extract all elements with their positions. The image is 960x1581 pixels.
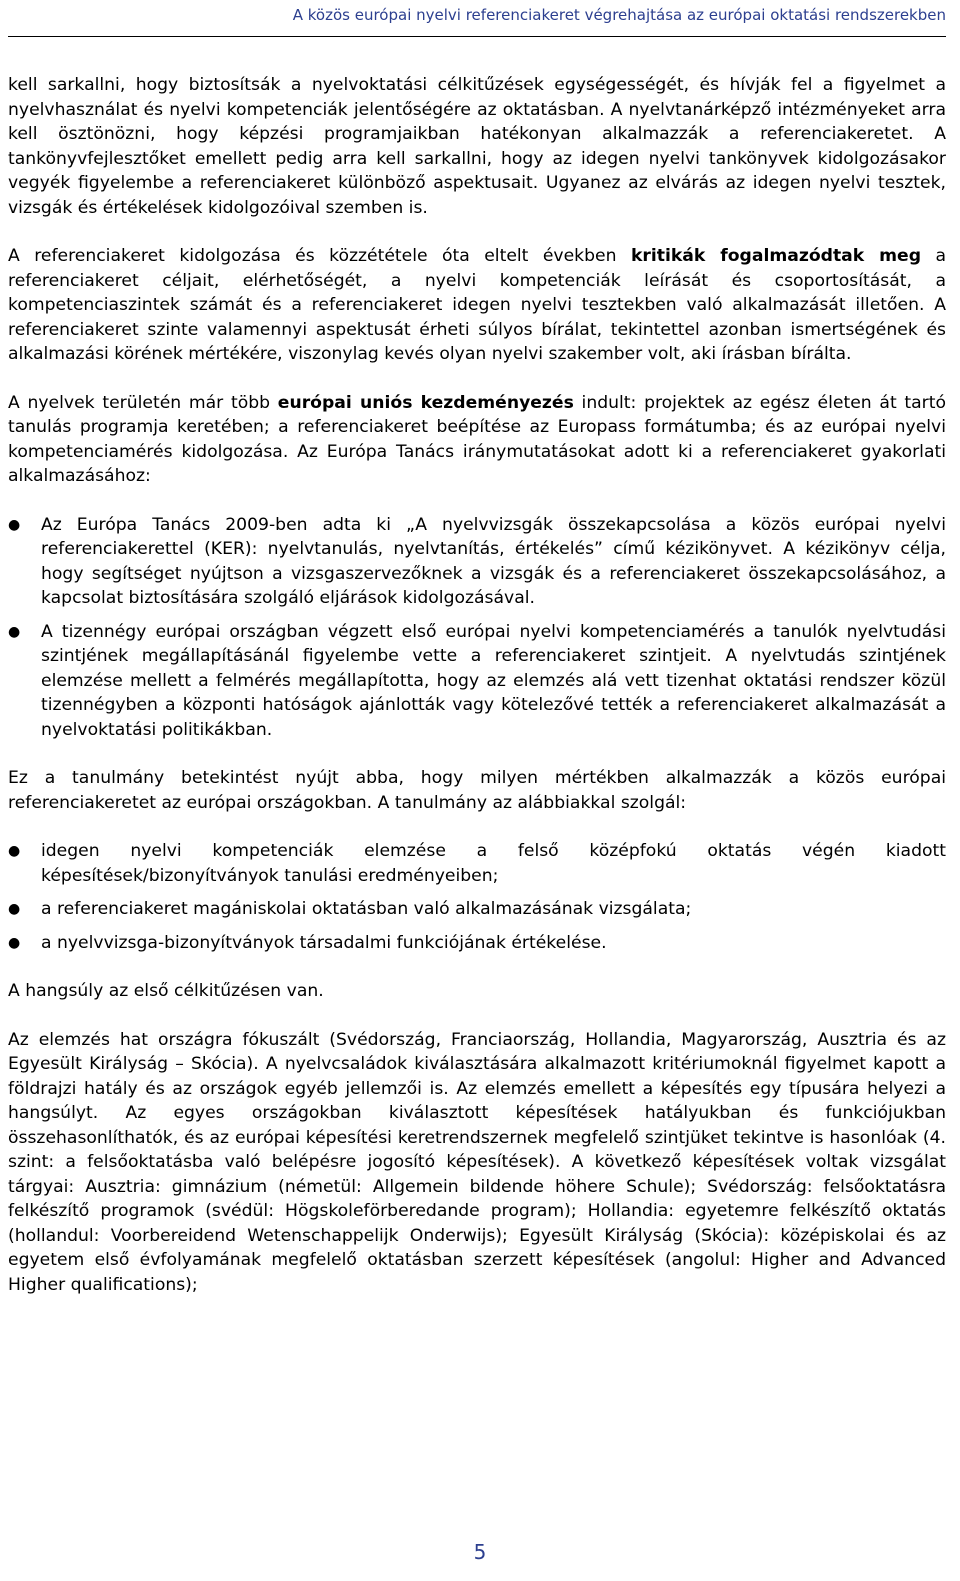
paragraph-2-start: A referenciakeret kidolgozása és közzététele óta eltelt években	[8, 246, 631, 266]
bullet-list-2	[8, 839, 946, 955]
paragraph-2-end: a referenciakeret céljait, elérhetőségét, a nyelvi kompetenciák leírását és csoportosítását, a kompetenciaszintek számát és a referenciakeret idegen nyelvi tesztekben való alkalmazását illetően. A referenciakeret szinte valamennyi aspektusát érheti súlyos bírálat, tekintettel azonban ismertségének és alkalmazási körének mértékére, viszonylag kevés olyan nyelvi szakember volt, aki írásban bírálta.	[8, 246, 946, 364]
list-item-text: A tizennégy európai országban végzett első európai nyelvi kompetenciamérés a tanulók nyelvtudási szintjének megállapításánál figyelembe vette a referenciakeret szintjeit. A nyelvtudás szintjének elemzése mellett a felmérés megállapította, hogy az elemzés alá vett tizenhat oktatási rendszer közül tizennégyben a központi hatóságok ajánlották vagy kötelezővé tették a referenciakeret alkalmazását a nyelvoktatási politikákban.	[41, 621, 946, 740]
paragraph-5: A hangsúly az első célkitűzésen van.	[8, 981, 324, 1001]
paragraph-3-emphasis: európai uniós kezdeményezés	[277, 392, 574, 413]
bullet-icon: ●	[8, 843, 21, 859]
paragraph-2	[8, 244, 946, 367]
list-item	[8, 931, 946, 956]
bullet-icon: ●	[8, 623, 21, 640]
bullet-list-1	[8, 513, 946, 743]
paragraph-6: Az elemzés hat országra fókuszált (Svédország, Franciaország, Hollandia, Magyarország, Ausztria és az Egyesült Királyság – Skócia). A nyelvcsaládok kiválasztására alkalmazott kritériumoknál figyelmet kapott a földrajzi hatály és az országok egyéb jellemzői is. Az elemzés emellett a képesítés egy típusára helyezi a hangsúlyt. Az egyes országokban kiválasztott képesítések hatályukban és funkciójukban összehasonlíthatók, és az európai képesítési keretrendszernek megfelelő szintjüket tekintve is hasonlóak (4. szint: a felsőoktatásba való belépésre jogosító képesítések). A következő képesítések voltak vizsgálat tárgyai: Ausztria: gimnázium (németül: Allgemein bildende höhere Schule); Svédország: felsőoktatásra felkészítő programok (svédül: Högskoleförberedande program); Hollandia: egyetemre felkészítő oktatás (hollandul: Voorbereidend Wetenschappelijk Onderwijs); Egyesült Királyság (Skócia): középiskolai és az egyetem első évfolyamának megfelelő oktatásban szerzett képesítések (angolul: Higher and Advanced Higher qualifications);	[8, 1029, 946, 1295]
list-item-text: Az Európa Tanács 2009-ben adta ki „A nyelvvizsgák összekapcsolása a közös európai nyelvi referenciakerettel (KER): nyelvtanulás, nyelvtanítás, értékelés” című kézikönyvet. A kézikönyv célja, hogy segítséget nyújtson a vizsgaszervezőknek a vizsgák és a referenciakeret összekapcsolásához, a kapcsolat biztosítására szolgáló eljárások kidolgozásával.	[41, 514, 946, 608]
running-header: A közös európai nyelvi referenciakeret végrehajtása az európai oktatási rendszerekben	[292, 6, 946, 24]
list-item	[8, 620, 946, 743]
list-item	[8, 513, 946, 611]
paragraph-4: Ez a tanulmány betekintést nyújt abba, hogy milyen mértékben alkalmazzák a közös európai referenciakeretet az európai országokban. A tanulmány az alábbiakkal szolgál:	[8, 768, 946, 813]
bullet-icon: ●	[8, 934, 21, 951]
document-body	[8, 73, 946, 1297]
bullet-icon: ●	[8, 901, 21, 917]
page-number: 5	[473, 1540, 487, 1564]
paragraph-3	[8, 391, 946, 489]
list-item	[8, 839, 946, 888]
paragraph-3-start: A nyelvek területén már több	[8, 392, 278, 413]
paragraph-3-end: indult: projektek az egész életen át tartó tanulás programja keretében; a referenciakeret beépítése az Europass formátumba; és az európai nyelvi kompetenciamérés kidolgozása. Az Európa Tanács iránymutatásokat adott ki a referenciakeret gyakorlati alkalmazásához:	[8, 392, 947, 486]
paragraph-2-emphasis: kritikák fogalmazódtak meg	[630, 246, 922, 266]
paragraph-1: kell sarkallni, hogy biztosítsák a nyelvoktatási célkitűzések egységességét, és hívják fel a figyelmet a nyelvhasználat és nyelvi kompetenciák jelentőségére az oktatásban. A nyelvtanárképző intézményeket arra kell ösztönözni, hogy képzési programjaikban hatékonyan alkalmazzák a referenciakeretet. A tankönyvfejlesztőket emellett pedig arra kell sarkallni, hogy az idegen nyelvi tankönyvek kidolgozásakor vegyék figyelembe a referenciakeret különböző aspektusait. Ugyanez az elvárás az idegen nyelvi tesztek, vizsgák és értékelések kidolgozóival szemben is.	[8, 75, 946, 218]
list-item	[8, 897, 946, 922]
list-item-text: a referenciakeret magániskolai oktatásban való alkalmazásának vizsgálata;	[41, 899, 692, 919]
header-divider	[8, 36, 946, 37]
list-item-text: idegen nyelvi kompetenciák elemzése a felső középfokú oktatás végén kiadott képesítések/bizonyítványok tanulási eredményeiben;	[41, 841, 946, 886]
list-item-text: a nyelvvizsga-bizonyítványok társadalmi funkciójának értékelése.	[41, 932, 607, 953]
bullet-icon: ●	[8, 516, 21, 533]
